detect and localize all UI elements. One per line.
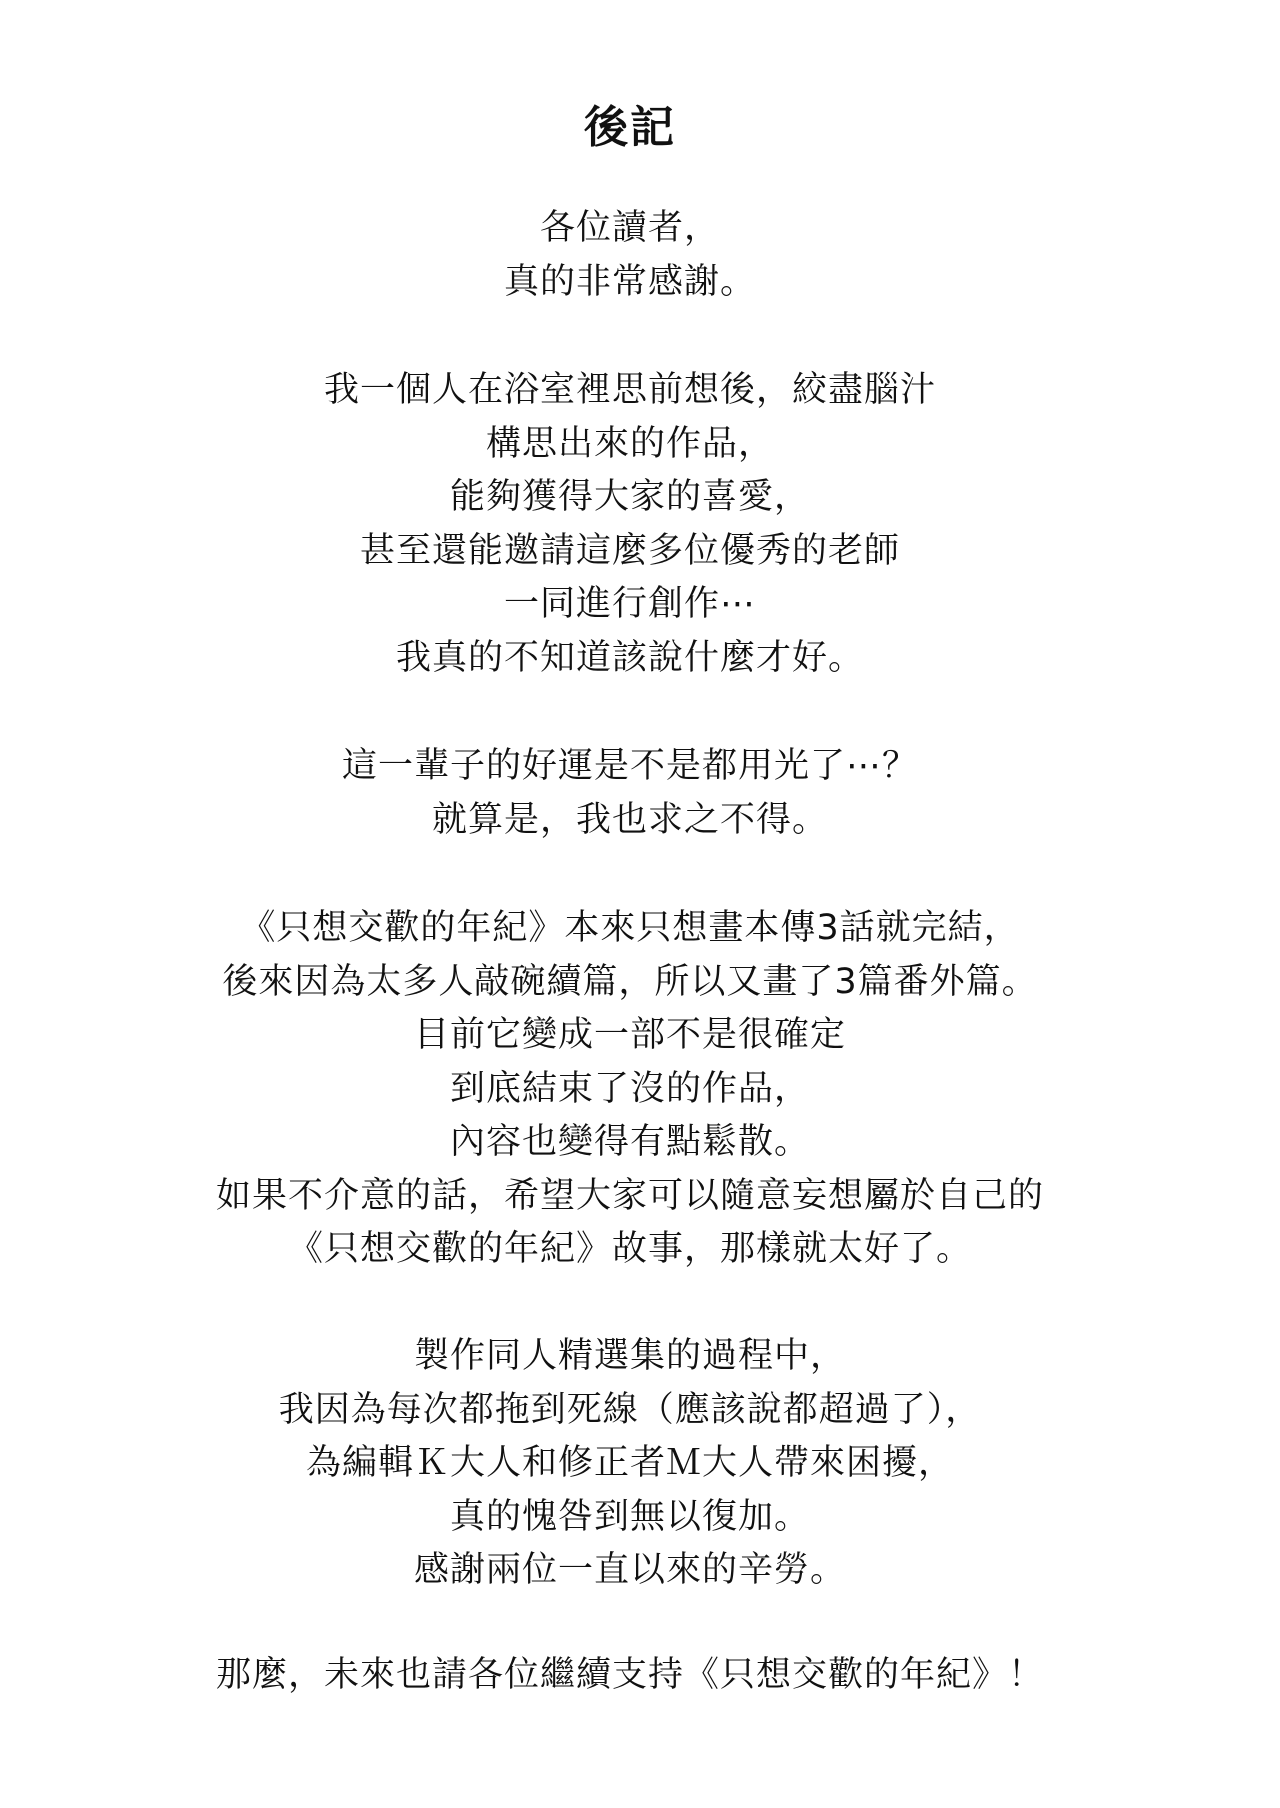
text-line: 如果不介意的話，希望大家可以隨意妄想屬於自己的 xyxy=(215,1175,1044,1216)
text-line: 製作同人精選集的過程中， xyxy=(413,1336,846,1376)
text-line: 真的愧咎到無以復加。 xyxy=(449,1496,810,1537)
paragraph-story xyxy=(0,902,1260,1277)
text-line: 後來因為太多人敲碗續篇，所以又畫了3篇番外篇。 xyxy=(222,961,1038,1002)
text-line: 《只想交歡的年紀》故事，那樣就太好了。 xyxy=(287,1229,972,1269)
page-title: 後記 xyxy=(584,102,676,153)
text-line: 目前它變成一部不是很確定 xyxy=(413,1015,846,1055)
text-line: 我因為每次都拖到死線（應該說都超過了）， xyxy=(278,1389,982,1430)
paragraph-closing xyxy=(0,1649,1260,1703)
text-line: 真的非常感謝。 xyxy=(503,261,756,302)
text-line: 構思出來的作品， xyxy=(485,423,774,464)
text-line: 甚至還能邀請這麼多位優秀的老師 xyxy=(359,530,900,571)
text-line: 感謝兩位一直以來的辛勞。 xyxy=(413,1550,846,1590)
text-line: 就算是，我也求之不得。 xyxy=(431,799,828,840)
text-line: 《只想交歡的年紀》本來只想畫本傳3話就完結， xyxy=(240,908,1020,948)
text-line: 為編輯Ｋ大人和修正者Ｍ大人帶來困擾， xyxy=(305,1443,954,1483)
text-line: 那麼，未來也請各位繼續支持《只想交歡的年紀》！ xyxy=(215,1655,1044,1695)
text-line: 內容也變得有點鬆散。 xyxy=(449,1122,810,1162)
text-line: 我真的不知道該說什麼才好。 xyxy=(395,637,864,678)
text-line: 能夠獲得大家的喜愛， xyxy=(449,477,810,517)
text-line: 各位讀者， xyxy=(539,208,720,248)
text-line: 這一輩子的好運是不是都用光了⋯？ xyxy=(341,746,918,786)
paragraph-luck xyxy=(0,740,1260,847)
text-line: 一同進行創作⋯ xyxy=(503,584,756,624)
paragraph-anthology xyxy=(0,1330,1260,1598)
paragraph-gratitude xyxy=(0,364,1260,685)
text-line: 我一個人在浴室裡思前想後，絞盡腦汁 xyxy=(323,370,936,410)
paragraph-greeting xyxy=(0,202,1260,309)
text-line: 到底結束了沒的作品， xyxy=(449,1068,810,1109)
